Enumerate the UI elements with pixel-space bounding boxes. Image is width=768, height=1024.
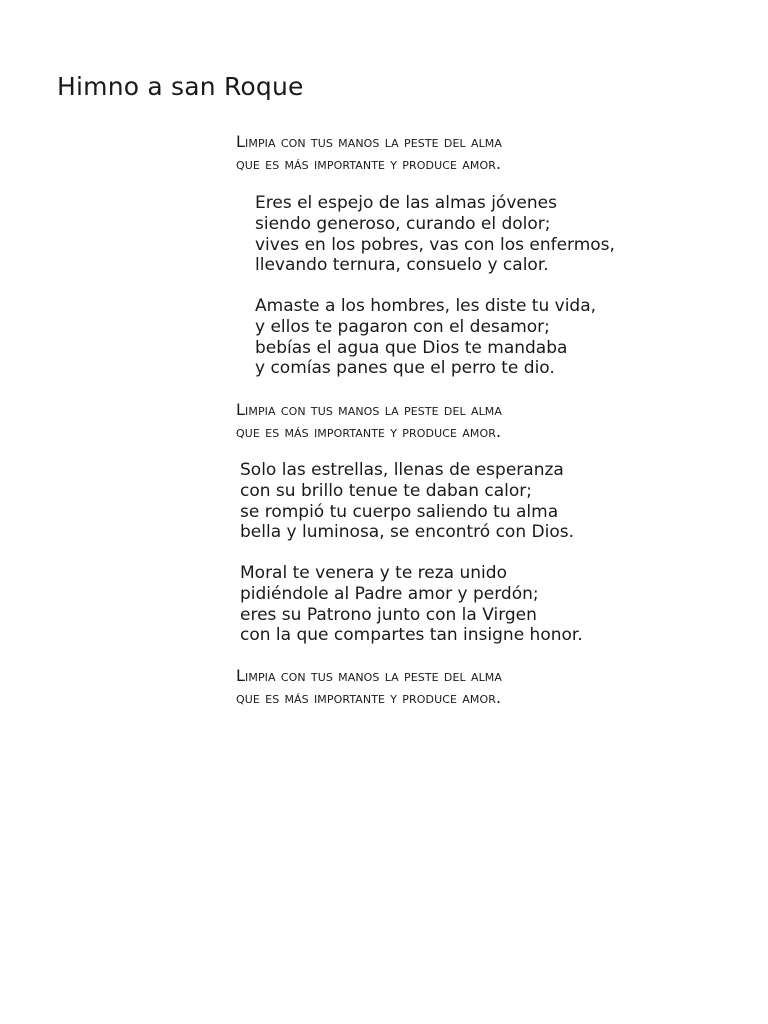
stanza (255, 193, 615, 276)
stanza-line: Amaste a los hombres, les diste tu vida, (255, 296, 597, 316)
chorus-block (236, 665, 502, 709)
stanza-line: pidiéndole al Padre amor y perdón; (240, 583, 539, 604)
chorus-line: Limpia con tus manos la peste del alma (236, 400, 503, 419)
stanza-line: bella y luminosa, se encontró con Dios. (240, 522, 574, 543)
chorus-line: Limpia con tus manos la peste del alma (236, 132, 503, 151)
stanza (240, 563, 583, 646)
chorus-line: Limpia con tus manos la peste del alma (236, 666, 503, 685)
stanza-line: y ellos te pagaron con el desamor; (255, 316, 550, 337)
chorus-line: que es más importante y produce amor. (236, 422, 502, 441)
stanza-line: Eres el espejo de las almas jóvenes (255, 193, 557, 213)
stanza-line: bebías el agua que Dios te mandaba (255, 337, 568, 358)
stanza-line: Moral te venera y te reza unido (240, 563, 507, 583)
stanza-line: con la que compartes tan insigne honor. (240, 625, 583, 646)
chorus-block (236, 131, 502, 175)
stanza-line: se rompió tu cuerpo saliendo tu alma (240, 501, 559, 522)
stanza-line: siendo generoso, curando el dolor; (255, 213, 551, 234)
stanza-line: y comías panes que el perro te dio. (255, 358, 555, 379)
chorus-line: que es más importante y produce amor. (236, 154, 502, 173)
chorus-line: que es más importante y produce amor. (236, 688, 502, 707)
stanza-line: llevando ternura, consuelo y calor. (255, 255, 549, 276)
stanza (255, 296, 596, 379)
stanza-line: vives en los pobres, vas con los enfermos, (255, 234, 615, 255)
chorus-block (236, 399, 502, 443)
stanza-line: con su brillo tenue te daban calor; (240, 480, 532, 501)
page-title: Himno a san Roque (57, 72, 304, 101)
stanza (240, 460, 574, 543)
stanza-line: Solo las estrellas, llenas de esperanza (240, 460, 564, 480)
stanza-line: eres su Patrono junto con la Virgen (240, 604, 537, 625)
